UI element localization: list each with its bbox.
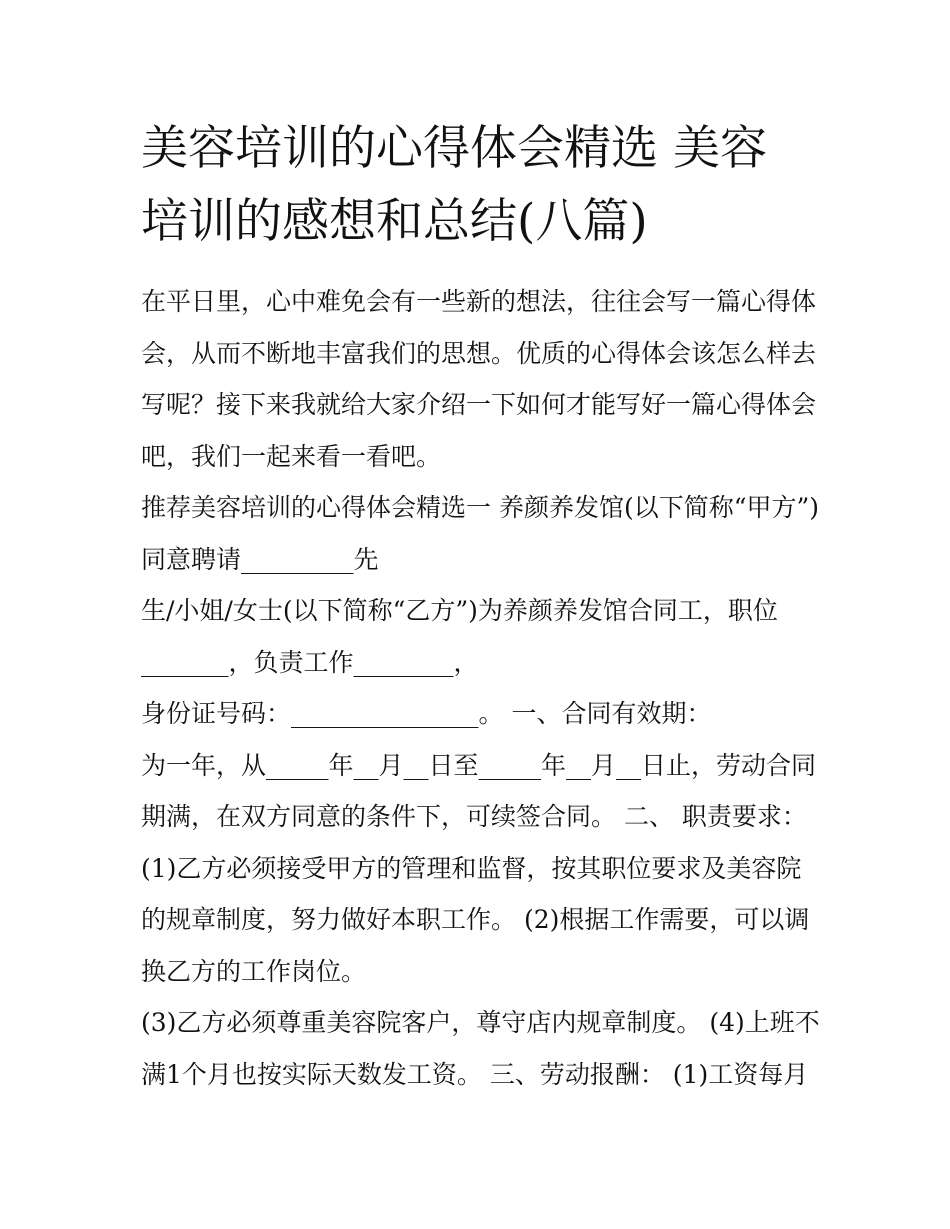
body-line: (3)乙方必须尊重美容院客户，尊守店内规章制度。 (4)上班不 xyxy=(141,1008,820,1037)
body-line: 的规章制度，努力做好本职工作。 (2)根据工作需要，可以调 xyxy=(141,905,810,934)
body-line: 推荐美容培训的心得体会精选一 养颜养发馆(以下简称“甲方”) xyxy=(141,493,820,522)
title-line: 培训的感想和总结(八篇) xyxy=(141,194,648,249)
document-body xyxy=(141,276,831,1100)
body-line: 为一年，从_____年__月__日至_____年__月__日止，劳动合同 xyxy=(141,750,817,780)
body-line: 期满，在双方同意的条件下，可续签合同。 二、 职责要求： xyxy=(141,802,807,831)
body-line: 会，从而不断地丰富我们的思想。优质的心得体会该怎么样去 xyxy=(141,338,817,368)
body-line: 满1个月也按实际天数发工资。 三、劳动报酬： (1)工资每月 xyxy=(141,1059,809,1089)
body-line: 同意聘请_________先 xyxy=(141,544,379,574)
body-line: 吧，我们一起来看一看吧。 xyxy=(141,441,442,471)
document-title xyxy=(141,112,821,258)
body-line: 生/小姐/女士(以下简称“乙方”)为养颜养发馆合同工，职位 xyxy=(141,596,778,625)
body-line: 写呢？接下来我就给大家介绍一下如何才能写好一篇心得体会 xyxy=(141,390,817,419)
title-line: 美容培训的心得体会精选 美容 xyxy=(141,121,767,176)
body-line: 换乙方的工作岗位。 xyxy=(141,956,367,986)
body-line: (1)乙方必须接受甲方的管理和监督，按其职位要求及美容院 xyxy=(141,853,802,883)
body-line: 在平日里，心中难免会有一些新的想法，往往会写一篇心得体 xyxy=(141,287,817,316)
body-line: _______，负责工作________， xyxy=(141,647,479,677)
body-line: 身份证号码：_______________。 一、合同有效期： xyxy=(141,699,712,728)
